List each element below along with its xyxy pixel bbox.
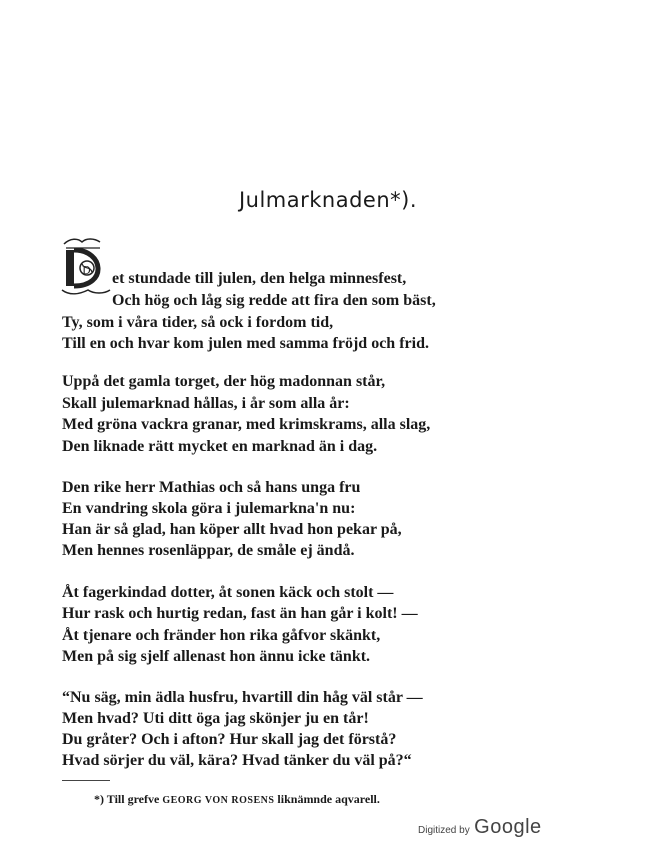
footnote-name: GEORG VON ROSENS bbox=[162, 795, 275, 806]
verse-line: Till en och hvar kom julen med samma fröjd och frid. bbox=[62, 335, 429, 352]
verse-line: Men hennes rosenläppar, de småle ej ändå. bbox=[62, 542, 355, 559]
footnote-prefix: *) Till grefve bbox=[94, 792, 163, 806]
verse-line: Han är så glad, han köper allt hvad hon pekar på, bbox=[62, 521, 402, 538]
watermark-small-text: Digitized by bbox=[418, 825, 470, 836]
verse-line: Med gröna vackra granar, med krimskrams, alla slag, bbox=[62, 416, 431, 433]
verse-line: Men på sig sjelf allenast hon ännu icke tänkt. bbox=[62, 648, 371, 665]
verse-line: Uppå det gamla torget, der hög madonnan står, bbox=[62, 373, 386, 390]
verse-line: et stundade till julen, den helga minnesfest, bbox=[112, 270, 407, 287]
verse-line: Du gråter? Och i afton? Hur skall jag det förstå? bbox=[62, 731, 397, 748]
poem-title: Julmarknaden*). bbox=[238, 188, 418, 212]
verse-line: Åt tjenare och fränder hon rika gåfvor skänkt, bbox=[62, 627, 381, 644]
verse-line: Den rike herr Mathias och så hans unga fru bbox=[62, 479, 361, 496]
verse-line: Skall julemarknad hållas, i år som alla år: bbox=[62, 395, 350, 412]
verse-line: Åt fagerkindad dotter, åt sonen käck och stolt — bbox=[62, 584, 394, 601]
verse-line: Ty, som i våra tider, så ock i fordom tid, bbox=[62, 314, 334, 331]
ornamental-drop-cap bbox=[60, 236, 112, 296]
footnote bbox=[94, 792, 380, 807]
verse-line: Men hvad? Uti ditt öga jag skönjer ju en tår! bbox=[62, 710, 369, 727]
footnote-divider bbox=[62, 780, 110, 781]
verse-line: Och hög och låg sig redde att fira den som bäst, bbox=[112, 292, 436, 309]
drop-cap-letter: D bbox=[82, 264, 91, 277]
verse-line: Den liknade rätt mycket en marknad än i dag. bbox=[62, 438, 378, 455]
verse-line: Hur rask och hurtig redan, fast än han går i kolt! — bbox=[62, 605, 418, 622]
verse-line: “Nu säg, min ädla husfru, hvartill din håg väl står — bbox=[62, 689, 423, 706]
verse-line: En vandring skola göra i julemarkna'n nu: bbox=[62, 500, 356, 517]
google-logo-text: Google bbox=[474, 816, 542, 838]
digitized-by-google-watermark bbox=[418, 816, 542, 839]
footnote-suffix: liknämnde aqvarell. bbox=[274, 792, 380, 806]
verse-line: Hvad sörjer du väl, kära? Hvad tänker du väl på?“ bbox=[62, 752, 412, 769]
